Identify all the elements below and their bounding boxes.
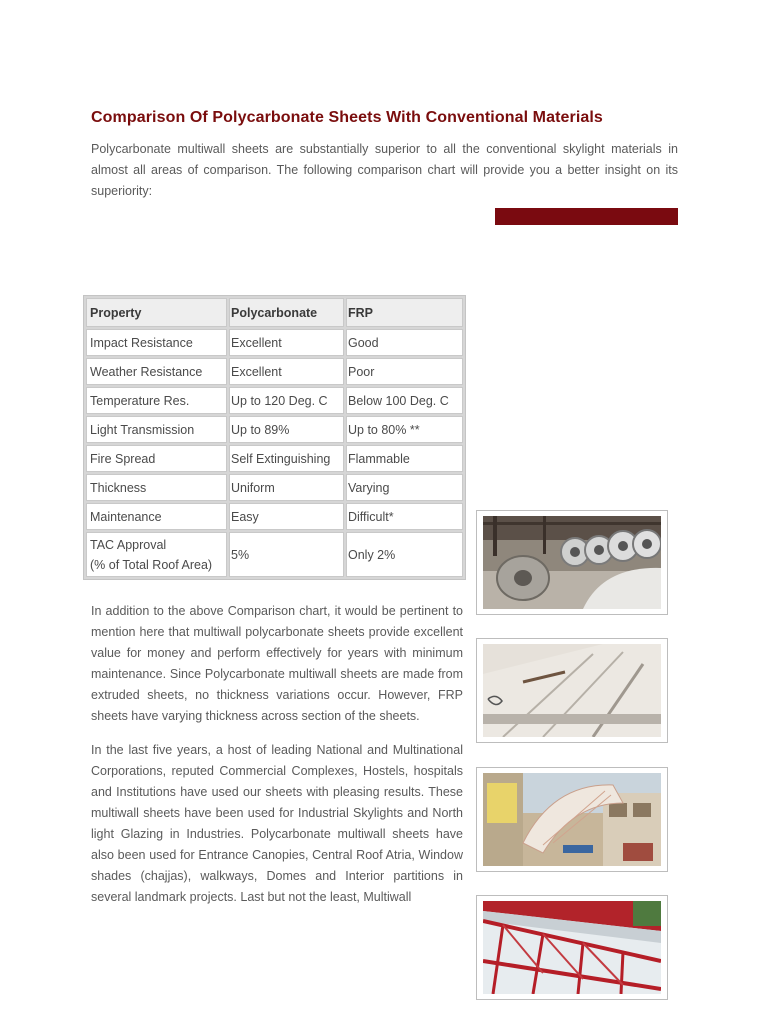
row-property: Maintenance: [86, 503, 227, 530]
comparison-table: [83, 295, 466, 580]
accent-bar: [495, 208, 678, 225]
steel-coils-image: [483, 516, 661, 609]
row-frp: Below 100 Deg. C: [346, 387, 463, 414]
table-row: [86, 445, 463, 472]
row-frp: Up to 80% **: [346, 416, 463, 443]
table-header-row: [86, 298, 463, 327]
header-frp: FRP: [346, 298, 463, 327]
row-property: [86, 532, 227, 577]
row-polycarbonate: Up to 89%: [229, 416, 344, 443]
sheet-installation-image: [483, 644, 661, 737]
row-property: Temperature Res.: [86, 387, 227, 414]
tac-label-line2: (% of Total Roof Area): [90, 557, 213, 572]
building-canopy-photo: [476, 767, 668, 872]
table-row: [86, 358, 463, 385]
row-property: Weather Resistance: [86, 358, 227, 385]
row-polycarbonate: 5%: [229, 532, 344, 577]
body-paragraph-1: In addition to the above Comparison chart, it would be pertinent to mention here that multiwall polycarbonate sheets provide excellent value for money and perform effectively for years with minimum maintenance. Since Polycarbonate multiwall sheets are made from extruded sheets, no thickness variations occur. However, FRP sheets have varying thickness across section of the sheets.: [91, 604, 463, 723]
row-polycarbonate: Excellent: [229, 358, 344, 385]
table-row: [86, 474, 463, 501]
row-frp: Difficult*: [346, 503, 463, 530]
row-property: Fire Spread: [86, 445, 227, 472]
row-frp: Only 2%: [346, 532, 463, 577]
row-property: Light Transmission: [86, 416, 227, 443]
row-frp: Flammable: [346, 445, 463, 472]
table-row: [86, 503, 463, 530]
row-polycarbonate: Easy: [229, 503, 344, 530]
row-frp: Poor: [346, 358, 463, 385]
row-polycarbonate: Excellent: [229, 329, 344, 356]
row-polycarbonate: Uniform: [229, 474, 344, 501]
table-row-tac: [86, 532, 463, 577]
table-row: [86, 329, 463, 356]
row-frp: Varying: [346, 474, 463, 501]
header-property: Property: [86, 298, 227, 327]
steel-coils-photo: [476, 510, 668, 615]
row-polycarbonate: Up to 120 Deg. C: [229, 387, 344, 414]
row-property: Thickness: [86, 474, 227, 501]
roof-truss-image: [483, 901, 661, 994]
body-paragraph-2: In the last five years, a host of leading National and Multinational Corporations, reputed Commercial Complexes, Hostels, hospitals and Institutions have used our sheets with pleasing results. These multiwall sheets have been used for Industrial Skylights and North light Glazing in Industries. Polycarbonate multiwall sheets have also been used for Entrance Canopies, Central Roof Atria, Window shades (chajjas), walkways, Domes and Interior partitions in several landmark projects. Last but not the least, Multiwall: [91, 743, 463, 904]
page-title: Comparison Of Polycarbonate Sheets With Conventional Materials: [91, 109, 603, 126]
row-frp: Good: [346, 329, 463, 356]
intro-paragraph: Polycarbonate multiwall sheets are substantially superior to all the conventional skylight materials in almost all areas of comparison. The following comparison chart will provide you a better insight on its superiority:: [91, 142, 678, 198]
tac-label-line1: TAC Approval: [90, 537, 167, 552]
table-row: [86, 387, 463, 414]
roof-truss-photo: [476, 895, 668, 1000]
building-canopy-image: [483, 773, 661, 866]
row-property: Impact Resistance: [86, 329, 227, 356]
row-polycarbonate: Self Extinguishing: [229, 445, 344, 472]
sheet-installation-photo: [476, 638, 668, 743]
header-polycarbonate: Polycarbonate: [229, 298, 344, 327]
table-row: [86, 416, 463, 443]
